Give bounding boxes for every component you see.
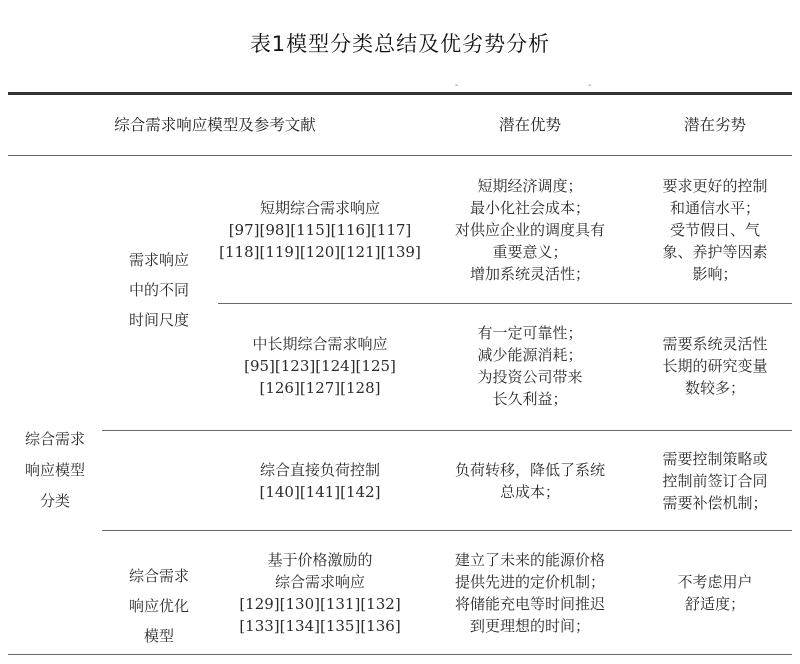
disadvantage-cell: 要求更好的控制 和通信水平； 受节假日、气 象、养护等因素 影响； (662, 177, 768, 283)
category-time-scale: 需求响应 中的不同 时间尺度 (128, 251, 189, 329)
disadvantage-cell: 需要控制策略或 控制前签订合同 需要补偿机制； (662, 450, 768, 512)
stray-mark: - (455, 80, 459, 91)
advantage-cell: 短期经济调度； 最小化社会成本； 对供应企业的调度具有 重要意义； 增加系统灵活性； (454, 177, 605, 283)
category-classification: 综合需求 响应模型 分类 (24, 429, 85, 510)
row-divider (102, 430, 792, 431)
advantage-cell: 负荷转移，降低了系统 总成本； (454, 461, 605, 501)
table-title: 表1模型分类总结及优劣势分析 (249, 32, 551, 56)
header-rule (8, 155, 792, 156)
disadvantage-cell: 不考虑用户 舒适度； (677, 573, 753, 613)
row-divider (102, 530, 792, 531)
model-cell: 综合直接负荷控制 [140][141][142] (259, 461, 381, 501)
advantage-cell: 建立了未来的能源价格 提供先进的定价机制； 将储能充电等时间推迟 到更理想的时间； (454, 551, 605, 635)
row-divider (218, 303, 792, 304)
stray-mark: - (588, 80, 592, 91)
header-advantage: 潜在优势 (498, 116, 561, 134)
top-rule (8, 92, 792, 95)
model-cell: 短期综合需求响应 [97][98][115][116][117] [118][119][120][121][139] (219, 199, 421, 261)
disadvantage-cell: 需要系统灵活性 长期的研究变量 数较多； (662, 335, 768, 397)
model-cell: 中长期综合需求响应 [95][123][124][125] [126][127][128] (244, 335, 396, 397)
category-optimization: 综合需求 响应优化 模型 (128, 567, 189, 645)
header-disadvantage: 潜在劣势 (683, 116, 746, 134)
header-model: 综合需求响应模型及参考文献 (114, 116, 316, 134)
advantage-cell: 有一定可靠性； 减少能源消耗； 为投资公司带来 长久利益； (477, 324, 583, 408)
model-cell: 基于价格激励的 综合需求响应 [129][130][131][132] [133][134][135][136] (239, 551, 401, 635)
